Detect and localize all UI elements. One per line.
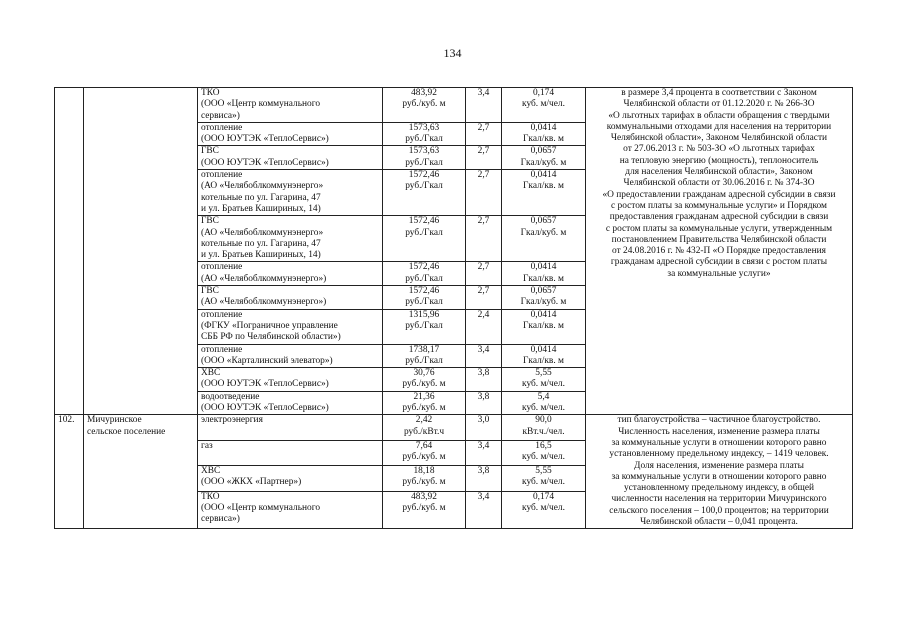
index-cell: 2,4 xyxy=(466,309,502,344)
norm-cell: 0,0414 Гкал/кв. м xyxy=(502,122,586,146)
page-number: 134 xyxy=(443,46,462,60)
table-row xyxy=(55,415,853,440)
index-cell: 2,7 xyxy=(466,122,502,146)
tariff-cell: 1573,63 руб./Гкал xyxy=(383,146,466,170)
index-cell: 2,7 xyxy=(466,286,502,310)
settlement-name xyxy=(84,88,198,415)
norm-cell: 0,0414 Гкал/кв. м xyxy=(502,309,586,344)
service-cell: ТКО (ООО «Центр коммунального сервиса») xyxy=(198,88,383,123)
norm-cell: 5,55 куб. м/чел. xyxy=(502,368,586,392)
tariff-cell: 1572,46 руб./Гкал xyxy=(383,262,466,286)
service-cell: электроэнергия xyxy=(198,415,383,440)
index-cell: 3,8 xyxy=(466,368,502,392)
norm-cell: 0,174 куб. м/чел. xyxy=(502,491,586,529)
tariff-cell: 1572,46 руб./Гкал xyxy=(383,216,466,262)
tariff-cell: 7,64 руб./куб. м xyxy=(383,440,466,465)
index-cell: 2,7 xyxy=(466,170,502,216)
tariff-cell: 483,92 руб./куб. м xyxy=(383,491,466,529)
index-cell: 2,7 xyxy=(466,262,502,286)
index-cell: 2,7 xyxy=(466,216,502,262)
index-cell: 3,8 xyxy=(466,391,502,415)
tariff-cell: 30,76 руб./куб. м xyxy=(383,368,466,392)
index-cell: 3,4 xyxy=(466,88,502,123)
tariff-cell: 2,42 руб./кВт.ч xyxy=(383,415,466,440)
tariff-table xyxy=(54,87,853,529)
service-cell: отопление (ООО «Карталинский элеватор») xyxy=(198,344,383,368)
index-cell: 3,8 xyxy=(466,466,502,491)
tariff-cell: 21,36 руб./куб. м xyxy=(383,391,466,415)
note-cell: тип благоустройства – частичное благоустройство. Численность населения, изменение размера платы за коммунальные услуги в отношении которого равно установленному предельному индексу, – 1419 человек. Доля населения, изменение размера платы за коммунальные услуги в отношении которого равно установленному предельному индексу, в общей численности населения на территории Мичуринского сельского поселения – 100,0 процентов; на территории Челябинской области – 0,041 процента. xyxy=(586,415,853,529)
norm-cell: 0,0414 Гкал/кв. м xyxy=(502,344,586,368)
norm-cell: 0,174 куб. м/чел. xyxy=(502,88,586,123)
index-cell: 3,4 xyxy=(466,491,502,529)
row-number: 102. xyxy=(55,415,84,529)
tariff-cell: 483,92 руб./куб. м xyxy=(383,88,466,123)
service-cell: водоотведение (ООО ЮУТЭК «ТеплоСервис») xyxy=(198,391,383,415)
norm-cell: 0,0657 Гкал/куб. м xyxy=(502,146,586,170)
norm-cell: 0,0414 Гкал/кв. м xyxy=(502,262,586,286)
service-cell: ГВС (АО «Челябоблкоммунэнерго») xyxy=(198,286,383,310)
table-row xyxy=(55,88,853,123)
service-cell: отопление (ФГКУ «Пограничное управление СББ РФ по Челябинской области») xyxy=(198,309,383,344)
index-cell: 3,0 xyxy=(466,415,502,440)
tariff-cell: 18,18 руб./куб. м xyxy=(383,466,466,491)
norm-cell: 0,0414 Гкал/кв. м xyxy=(502,170,586,216)
service-cell: ХВС (ООО ЮУТЭК «ТеплоСервис») xyxy=(198,368,383,392)
index-cell: 2,7 xyxy=(466,146,502,170)
norm-cell: 16,5 куб. м/чел. xyxy=(502,440,586,465)
service-cell: отопление (АО «Челябоблкоммунэнерго» котельные по ул. Гагарина, 47 и ул. Братьев Кашириных, 14) xyxy=(198,170,383,216)
index-cell: 3,4 xyxy=(466,440,502,465)
index-cell: 3,4 xyxy=(466,344,502,368)
norm-cell: 0,0657 Гкал/куб. м xyxy=(502,286,586,310)
tariff-cell: 1573,63 руб./Гкал xyxy=(383,122,466,146)
service-cell: газ xyxy=(198,440,383,465)
row-number xyxy=(55,88,84,415)
norm-cell: 5,4 куб. м/чел. xyxy=(502,391,586,415)
service-cell: отопление (АО «Челябоблкоммунэнерго») xyxy=(198,262,383,286)
norm-cell: 0,0657 Гкал/куб. м xyxy=(502,216,586,262)
service-cell: отопление (ООО ЮУТЭК «ТеплоСервис») xyxy=(198,122,383,146)
settlement-name: Мичуринское сельское поселение xyxy=(84,415,198,529)
norm-cell: 5,55 куб. м/чел. xyxy=(502,466,586,491)
service-cell: ХВС (ООО «ЖКХ «Партнер») xyxy=(198,466,383,491)
tariff-cell: 1315,96 руб./Гкал xyxy=(383,309,466,344)
tariff-cell: 1738,17 руб./Гкал xyxy=(383,344,466,368)
tariff-cell: 1572,46 руб./Гкал xyxy=(383,286,466,310)
norm-cell: 90,0 кВт.ч./чел. xyxy=(502,415,586,440)
tariff-cell: 1572,46 руб./Гкал xyxy=(383,170,466,216)
service-cell: ГВС (АО «Челябоблкоммунэнерго» котельные по ул. Гагарина, 47 и ул. Братьев Кашириных, 14) xyxy=(198,216,383,262)
service-cell: ГВС (ООО ЮУТЭК «ТеплоСервис») xyxy=(198,146,383,170)
note-cell: в размере 3,4 процента в соответствии с Законом Челябинской области от 01.12.2020 г. № 266-ЗО «О льготных тарифах в области обращения с твердыми коммунальными отходами для населения на территории Челябинской области», Законом Челябинской области от 27.06.2013 г. № 503-ЗО «О льготных тарифах на тепловую энергию (мощность), теплоноситель для населения Челябинской области», Законом Челябинской области от 30.06.2016 г. № 374-ЗО «О предоставлении гражданам адресной субсидии в связи с ростом платы за коммунальные услуги» и Порядком предоставления гражданам адресной субсидии в связи с ростом платы за коммунальные услуги, утвержденным постановлением Правительства Челябинской области от 24.08.2016 г. № 432-П «О Порядке предоставления гражданам адресной субсидии в связи с ростом платы за коммунальные услуги» xyxy=(586,88,853,415)
service-cell: ТКО (ООО «Центр коммунального сервиса») xyxy=(198,491,383,529)
